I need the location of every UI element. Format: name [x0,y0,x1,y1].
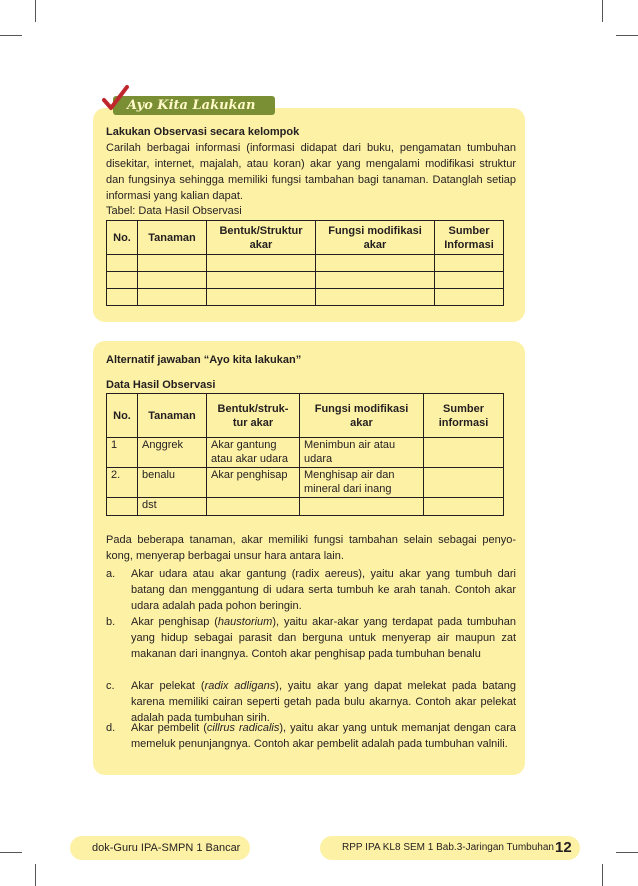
answer-intro: Pada beberapa tanaman, akar memiliki fungsi tambahan selain sebagai penyo-kong, menyerap berbagai unsur hara antara lain. [106,534,516,562]
list-item-label: d. [106,722,116,734]
table-row [107,289,504,306]
activity-paragraph: Carilah berbagai informasi (informasi didapat dari buku, pengamatan tumbuhan disekitar, internet, majalah, atau koran) akar yang mengalami modifikasi struktur dan fungsinya sehingga memiliki fungsi tambahan bagi tanaman. Datanglah setiap informasi yang kalian dapat. [106,142,516,202]
table-row [107,468,504,498]
list-item-text: Akar udara atau akar gantung (radix aereus), yaitu akar yang tumbuh dari batang dan menggantung di udara serta tumbuh ke arah tanah. Contoh akar udara adalah pada pohon beringin. [131,568,516,612]
list-item-label: a. [106,568,116,580]
observation-table [106,220,504,306]
table-cell: benalu [138,468,207,498]
table-cell [424,498,504,516]
table-cell [207,498,300,516]
table-cell: Menghisap air dan mineral dari inang [300,468,424,498]
activity-banner: Ayo Kita Lakukan [113,96,275,115]
list-item-text [131,720,516,752]
crop-mark [35,864,36,886]
item-text-pre: Akar penghisap ( [131,616,218,628]
table-row [107,272,504,289]
list-item [106,614,516,678]
table-header: Fungsi modifikasi akar [300,394,424,438]
crop-mark [602,0,603,22]
table-header: Tanaman [138,394,207,438]
table-header: No. [107,394,138,438]
table-cell [107,498,138,516]
table-header: Fungsi modifikasi akar [316,221,435,255]
table-header: Tanaman [138,221,207,255]
crop-mark [0,852,22,853]
crop-mark [0,35,22,36]
latin-term: radix adligans [204,680,276,692]
item-text-post: ), yaitu akar yang dapat melekat pada batang karena memiliki cairan seperti getah pada bulu akarnya. Contoh akar pelekat adalah pada tumbuhan sirih. [131,680,516,724]
crop-mark [35,0,36,22]
activity-heading: Lakukan Observasi secara kelompok [106,126,300,138]
checkmark-icon [100,84,130,114]
activity-table-caption: Tabel: Data Hasil Observasi [106,205,242,217]
latin-term: cillrus radicalis [206,722,280,734]
table-cell: Menimbun air atau udara [300,438,424,468]
table-cell [424,438,504,468]
answer-table [106,393,504,516]
list-item [106,566,516,614]
answer-heading: Alternatif jawaban “Ayo kita lakukan” [106,354,302,366]
list-item-text [131,678,516,726]
item-text-post: ), yaitu akar-akar yang terdapat pada tumbuhan yang hidup sebagai parasit dan berguna untuk menyerap air maupun zat makanan dari inangnya. Contoh akar penghisap pada tumbuhan benalu [131,616,516,660]
list-item-label: c. [106,680,115,692]
list-item [106,678,516,726]
footer-source: dok-Guru IPA-SMPN 1 Bancar [70,836,250,860]
crop-mark [616,852,638,853]
table-row [107,498,504,516]
table-cell: 1 [107,438,138,468]
answer-table-caption: Data Hasil Observasi [106,379,216,391]
footer-document-title: RPP IPA KL8 SEM 1 Bab.3-Jaringan Tumbuhan [320,836,580,860]
table-cell: Anggrek [138,438,207,468]
item-text-pre: Akar pembelit ( [131,722,207,734]
table-header: Sumber informasi [424,394,504,438]
item-text-post: ), yaitu akar yang untuk memanjat dengan cara memeluk penunjangnya. Contoh akar pembelit adalah pada tumbuhan valnili. [131,722,516,750]
table-cell: Akar gantung atau akar udara [207,438,300,468]
table-cell [424,468,504,498]
table-header: Bentuk/struk-tur akar [207,394,300,438]
item-text-pre: Akar pelekat ( [131,680,205,692]
table-cell: 2. [107,468,138,498]
latin-term: haustorium [217,616,273,628]
table-row [107,255,504,272]
list-item-label: b. [106,616,116,628]
crop-mark [616,35,638,36]
table-row [107,438,504,468]
page-number: 12 [555,839,572,856]
list-item [106,720,516,768]
table-header: Bentuk/Struktur akar [207,221,316,255]
crop-mark [602,864,603,886]
list-item-text [131,614,516,662]
table-header: No. [107,221,138,255]
table-header: Sumber Informasi [435,221,504,255]
table-cell: Akar penghisap [207,468,300,498]
table-cell: dst [138,498,207,516]
table-cell [300,498,424,516]
